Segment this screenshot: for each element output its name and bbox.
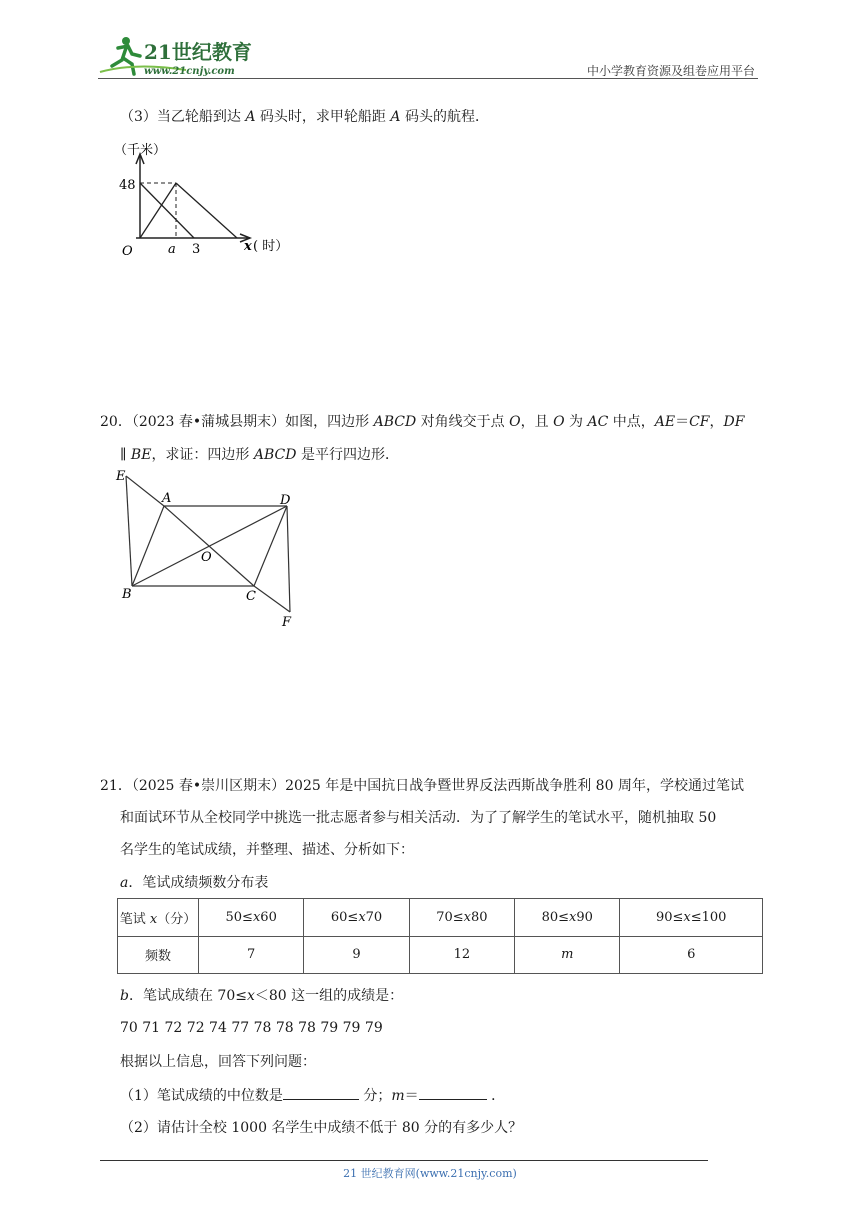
table-freq-label: 频数 bbox=[118, 936, 199, 974]
q21-line2: 和面试环节从全校同学中挑选一批志愿者参与相关活动．为了了解学生的笔试水平，随机抽取 50 bbox=[120, 810, 717, 826]
label-f: F bbox=[282, 615, 292, 630]
table-range-cell: 50≤x60 bbox=[199, 899, 304, 937]
label-o: O bbox=[201, 550, 212, 565]
logo bbox=[96, 32, 266, 82]
header-platform-text: 中小学教育资源及组卷应用平台 bbox=[586, 64, 755, 78]
q20-figure bbox=[112, 464, 302, 632]
segment-ab bbox=[132, 506, 164, 586]
table-range-cell: 60≤x70 bbox=[304, 899, 409, 937]
q21-sub-b: b．笔试成绩在 70≤x＜80 这一组的成绩是： bbox=[120, 988, 404, 1004]
segment-bd bbox=[132, 506, 287, 586]
label-a: A bbox=[162, 491, 172, 506]
q21-intro: 根据以上信息，回答下列问题： bbox=[120, 1054, 316, 1070]
answer-blank-m[interactable] bbox=[419, 1085, 487, 1100]
table-freq-cell: m bbox=[515, 936, 620, 974]
table-header-label: 笔试 x（分） bbox=[118, 899, 199, 937]
segment-dc bbox=[254, 506, 287, 586]
table-freq-cell: 7 bbox=[199, 936, 304, 974]
graph-y-48: 48 bbox=[119, 178, 136, 193]
graph-y-unit: （千米） bbox=[114, 143, 167, 158]
logo-title: 21世纪教育 bbox=[144, 40, 252, 64]
segment-cf bbox=[254, 586, 290, 612]
label-e: E bbox=[116, 469, 126, 484]
table-row bbox=[118, 936, 763, 974]
segment-ea bbox=[126, 476, 164, 506]
graph-x-a: a bbox=[168, 242, 176, 257]
q21-scores: 70 71 72 72 74 77 78 78 78 79 79 79 bbox=[120, 1020, 383, 1036]
q19-graph bbox=[110, 138, 300, 260]
header-divider bbox=[98, 78, 758, 79]
q19-part3: （3）当乙轮船到达 A 码头时，求甲轮船距 A 码头的航程． bbox=[120, 109, 489, 125]
graph-origin: O bbox=[122, 244, 133, 259]
footer-divider bbox=[100, 1160, 708, 1161]
q21-part2: （2）请估计全校 1000 名学生中成绩不低于 80 分的有多少人？ bbox=[120, 1120, 523, 1136]
table-range-cell: 90≤x≤100 bbox=[620, 899, 763, 937]
graph-x-var: x bbox=[244, 239, 252, 254]
table-range-cell: 80≤x90 bbox=[515, 899, 620, 937]
q21-part1: （1）笔试成绩的中位数是 分；m＝ ． bbox=[120, 1085, 505, 1106]
table-freq-cell: 6 bbox=[620, 936, 763, 974]
footer-text: 21 世纪教育网(www.21cnjy.com) bbox=[343, 1167, 517, 1180]
q20-line2: ∥ BE，求证：四边形 ABCD 是平行四边形． bbox=[120, 447, 399, 463]
q21-sub-a: a．笔试成绩频数分布表 bbox=[120, 875, 269, 891]
table-freq-cell: 9 bbox=[304, 936, 409, 974]
logo-url: www.21cnjy.com bbox=[144, 66, 235, 77]
answer-blank-median[interactable] bbox=[283, 1085, 359, 1100]
table-freq-cell: 12 bbox=[409, 936, 514, 974]
graph-line-rise bbox=[140, 183, 176, 238]
q21-line1: 21．（2025 春•崇川区期末）2025 年是中国抗日战争暨世界反法西斯战争胜利 80 周年，学校通过笔试 bbox=[100, 778, 744, 794]
frequency-table bbox=[117, 898, 763, 974]
label-b: B bbox=[122, 587, 132, 602]
graph-x-3: 3 bbox=[192, 242, 201, 257]
segment-eb bbox=[126, 476, 132, 586]
q20-line1: 20．（2023 春•蒲城县期末）如图，四边形 ABCD 对角线交于点 O，且 O 为 AC 中点，AE＝CF，DF bbox=[100, 414, 745, 430]
label-d: D bbox=[280, 493, 291, 508]
segment-df bbox=[287, 506, 290, 612]
table-row bbox=[118, 899, 763, 937]
q21-line3: 名学生的笔试成绩，并整理、描述、分析如下： bbox=[120, 842, 414, 858]
table-range-cell: 70≤x80 bbox=[409, 899, 514, 937]
graph-x-unit: ( 时） bbox=[253, 239, 289, 254]
label-c: C bbox=[246, 589, 256, 604]
